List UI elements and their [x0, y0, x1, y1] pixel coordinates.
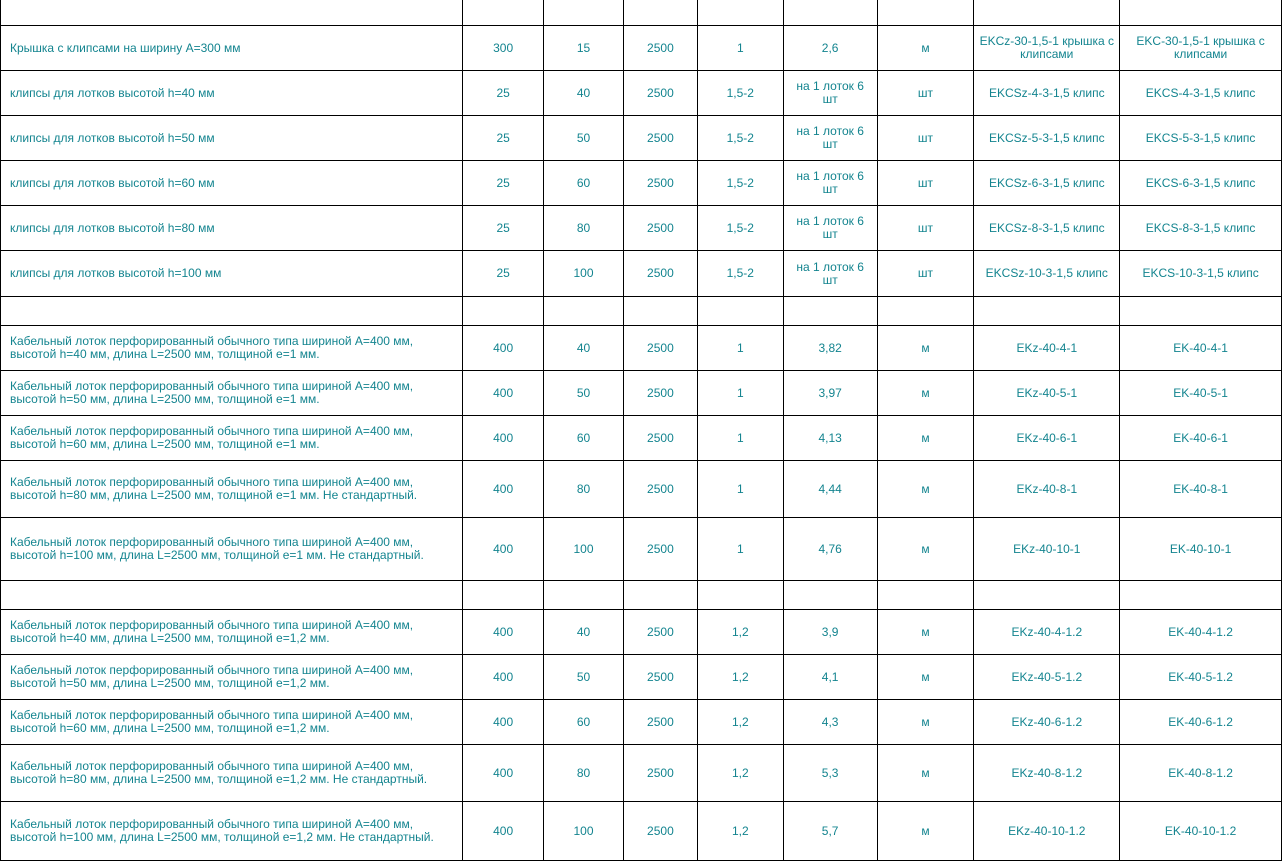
- table-row: [1, 371, 1282, 416]
- cell-width: 25: [463, 251, 544, 297]
- cell-thickness: 1: [697, 461, 783, 518]
- cell-article: EK-40-6-1.2: [1120, 700, 1282, 745]
- table-row: [1, 251, 1282, 297]
- cell-width: [463, 297, 544, 326]
- cell-description: [1, 581, 463, 610]
- cell-width: 400: [463, 655, 544, 700]
- cell-length: 2500: [623, 251, 697, 297]
- cell-weight: на 1 лоток 6 шт: [783, 116, 877, 161]
- cell-height: 40: [544, 610, 624, 655]
- cell-weight: 2,6: [783, 26, 877, 71]
- cell-thickness: 1,2: [697, 745, 783, 802]
- cell-weight: на 1 лоток 6 шт: [783, 71, 877, 116]
- table-row: [1, 416, 1282, 461]
- cell-article-z: EKz-40-5-1.2: [974, 655, 1120, 700]
- cell-description: Кабельный лоток перфорированный обычного типа шириной А=400 мм, высотой h=100 мм, длина L=2500 мм, толщиной е=1 мм. Не стандартный.: [1, 518, 463, 581]
- cell-length: [623, 0, 697, 26]
- cell-length: 2500: [623, 655, 697, 700]
- cell-article-z: EKz-40-5-1: [974, 371, 1120, 416]
- cell-article: EKCS-10-3-1,5 клипс: [1120, 251, 1282, 297]
- cell-article-z: EKCSz-4-3-1,5 клипс: [974, 71, 1120, 116]
- cell-thickness: 1: [697, 26, 783, 71]
- cell-thickness: 1,5-2: [697, 116, 783, 161]
- cell-unit: м: [877, 655, 974, 700]
- table-row: [1, 297, 1282, 326]
- cell-height: [544, 581, 624, 610]
- cell-thickness: [697, 581, 783, 610]
- cell-length: 2500: [623, 326, 697, 371]
- table-row: [1, 326, 1282, 371]
- cell-article: EK-40-5-1.2: [1120, 655, 1282, 700]
- cell-length: 2500: [623, 206, 697, 251]
- cell-thickness: 1: [697, 518, 783, 581]
- cell-width: 25: [463, 161, 544, 206]
- cell-description: клипсы для лотков высотой h=40 мм: [1, 71, 463, 116]
- cell-thickness: 1,5-2: [697, 251, 783, 297]
- cell-article-z: [974, 581, 1120, 610]
- cell-unit: м: [877, 26, 974, 71]
- cell-length: [623, 297, 697, 326]
- cell-unit: шт: [877, 206, 974, 251]
- cell-height: 50: [544, 116, 624, 161]
- cell-width: [463, 581, 544, 610]
- cell-unit: м: [877, 610, 974, 655]
- cell-height: 80: [544, 206, 624, 251]
- cell-thickness: 1,2: [697, 655, 783, 700]
- cell-weight: 4,13: [783, 416, 877, 461]
- cell-width: 400: [463, 326, 544, 371]
- cell-width: 400: [463, 700, 544, 745]
- cell-width: 300: [463, 26, 544, 71]
- cell-weight: [783, 0, 877, 26]
- cell-width: 25: [463, 116, 544, 161]
- cell-article-z: EKCSz-10-3-1,5 клипс: [974, 251, 1120, 297]
- table-row: [1, 206, 1282, 251]
- cell-article-z: EKz-40-6-1: [974, 416, 1120, 461]
- cell-weight: 5,7: [783, 802, 877, 861]
- cell-unit: шт: [877, 116, 974, 161]
- cell-thickness: 1,2: [697, 610, 783, 655]
- cell-unit: м: [877, 802, 974, 861]
- cell-length: 2500: [623, 371, 697, 416]
- table-row: [1, 461, 1282, 518]
- cell-height: 80: [544, 461, 624, 518]
- cell-thickness: [697, 297, 783, 326]
- cell-width: 400: [463, 802, 544, 861]
- table-row: [1, 700, 1282, 745]
- cell-article: EK-40-6-1: [1120, 416, 1282, 461]
- cell-description: Крышка с клипсами на ширину А=300 мм: [1, 26, 463, 71]
- cell-thickness: 1,5-2: [697, 161, 783, 206]
- table-row: [1, 610, 1282, 655]
- cell-description: клипсы для лотков высотой h=80 мм: [1, 206, 463, 251]
- cell-description: Кабельный лоток перфорированный обычного типа шириной А=400 мм, высотой h=100 мм, длина L=2500 мм, толщиной е=1,2 мм. Не стандартный.: [1, 802, 463, 861]
- cell-weight: на 1 лоток 6 шт: [783, 251, 877, 297]
- cell-thickness: 1,2: [697, 700, 783, 745]
- cell-width: 400: [463, 371, 544, 416]
- cell-article: EKCS-5-3-1,5 клипс: [1120, 116, 1282, 161]
- cell-thickness: 1,5-2: [697, 206, 783, 251]
- cell-article-z: EKCSz-6-3-1,5 клипс: [974, 161, 1120, 206]
- cell-height: 15: [544, 26, 624, 71]
- table-row: [1, 655, 1282, 700]
- cell-weight: 3,9: [783, 610, 877, 655]
- cell-article-z: [974, 0, 1120, 26]
- cell-unit: м: [877, 745, 974, 802]
- cell-weight: 4,44: [783, 461, 877, 518]
- cell-article: [1120, 297, 1282, 326]
- cell-article-z: EKCSz-5-3-1,5 клипс: [974, 116, 1120, 161]
- cell-height: 60: [544, 416, 624, 461]
- cell-article-z: [974, 297, 1120, 326]
- cell-article-z: EKz-40-4-1: [974, 326, 1120, 371]
- cell-height: [544, 0, 624, 26]
- cell-description: Кабельный лоток перфорированный обычного типа шириной А=400 мм, высотой h=60 мм, длина L=2500 мм, толщиной е=1,2 мм.: [1, 700, 463, 745]
- cell-length: 2500: [623, 700, 697, 745]
- cell-thickness: 1,2: [697, 802, 783, 861]
- cell-width: [463, 0, 544, 26]
- cell-length: 2500: [623, 26, 697, 71]
- cell-article-z: EKz-40-10-1.2: [974, 802, 1120, 861]
- cell-unit: [877, 0, 974, 26]
- cell-article-z: EKz-40-10-1: [974, 518, 1120, 581]
- cell-width: 25: [463, 206, 544, 251]
- cell-description: клипсы для лотков высотой h=60 мм: [1, 161, 463, 206]
- cell-weight: на 1 лоток 6 шт: [783, 161, 877, 206]
- cell-thickness: 1: [697, 371, 783, 416]
- cell-length: [623, 581, 697, 610]
- cell-article: EKCS-6-3-1,5 клипс: [1120, 161, 1282, 206]
- cell-article: EK-40-4-1: [1120, 326, 1282, 371]
- cell-width: 400: [463, 745, 544, 802]
- cell-unit: м: [877, 416, 974, 461]
- cell-description: Кабельный лоток перфорированный обычного типа шириной А=400 мм, высотой h=60 мм, длина L=2500 мм, толщиной е=1 мм.: [1, 416, 463, 461]
- cell-weight: на 1 лоток 6 шт: [783, 206, 877, 251]
- table-row: [1, 745, 1282, 802]
- cell-thickness: 1: [697, 416, 783, 461]
- cell-article: EK-40-8-1: [1120, 461, 1282, 518]
- cell-description: Кабельный лоток перфорированный обычного типа шириной А=400 мм, высотой h=40 мм, длина L=2500 мм, толщиной е=1 мм.: [1, 326, 463, 371]
- cell-article-z: EKz-40-8-1: [974, 461, 1120, 518]
- cell-unit: м: [877, 326, 974, 371]
- cell-description: Кабельный лоток перфорированный обычного типа шириной А=400 мм, высотой h=80 мм, длина L=2500 мм, толщиной е=1 мм. Не стандартный.: [1, 461, 463, 518]
- table-row: [1, 26, 1282, 71]
- cell-description: [1, 0, 463, 26]
- cell-thickness: [697, 0, 783, 26]
- cell-unit: м: [877, 700, 974, 745]
- cell-width: 400: [463, 610, 544, 655]
- cell-height: 100: [544, 518, 624, 581]
- cell-height: 40: [544, 71, 624, 116]
- cell-height: 60: [544, 700, 624, 745]
- cell-height: 80: [544, 745, 624, 802]
- cell-article-z: EKz-40-4-1.2: [974, 610, 1120, 655]
- cell-article: EKC-30-1,5-1 крышка с клипсами: [1120, 26, 1282, 71]
- cell-article: EK-40-4-1.2: [1120, 610, 1282, 655]
- cell-weight: 4,1: [783, 655, 877, 700]
- cell-unit: [877, 297, 974, 326]
- table-row: [1, 71, 1282, 116]
- cell-length: 2500: [623, 116, 697, 161]
- cell-article: [1120, 581, 1282, 610]
- cell-height: 50: [544, 655, 624, 700]
- cell-unit: шт: [877, 251, 974, 297]
- cell-article: EK-40-10-1.2: [1120, 802, 1282, 861]
- cell-weight: 3,82: [783, 326, 877, 371]
- cell-description: Кабельный лоток перфорированный обычного типа шириной А=400 мм, высотой h=40 мм, длина L=2500 мм, толщиной е=1,2 мм.: [1, 610, 463, 655]
- cell-height: 100: [544, 251, 624, 297]
- cell-description: Кабельный лоток перфорированный обычного типа шириной А=400 мм, высотой h=80 мм, длина L=2500 мм, толщиной е=1,2 мм. Не стандартный.: [1, 745, 463, 802]
- cell-length: 2500: [623, 416, 697, 461]
- cell-length: 2500: [623, 610, 697, 655]
- cell-weight: [783, 297, 877, 326]
- cell-unit: шт: [877, 161, 974, 206]
- cell-article-z: EKz-40-8-1.2: [974, 745, 1120, 802]
- cell-height: 100: [544, 802, 624, 861]
- cell-article: EK-40-10-1: [1120, 518, 1282, 581]
- cell-width: 400: [463, 461, 544, 518]
- cell-length: 2500: [623, 745, 697, 802]
- cell-thickness: 1: [697, 326, 783, 371]
- cell-description: клипсы для лотков высотой h=50 мм: [1, 116, 463, 161]
- cell-description: клипсы для лотков высотой h=100 мм: [1, 251, 463, 297]
- cell-article-z: EKCz-30-1,5-1 крышка с клипсами: [974, 26, 1120, 71]
- cell-width: 400: [463, 416, 544, 461]
- cell-height: 50: [544, 371, 624, 416]
- cell-unit: [877, 581, 974, 610]
- cell-height: 60: [544, 161, 624, 206]
- cell-description: [1, 297, 463, 326]
- cell-weight: 3,97: [783, 371, 877, 416]
- cell-width: 400: [463, 518, 544, 581]
- table-row: [1, 161, 1282, 206]
- cell-article-z: EKz-40-6-1.2: [974, 700, 1120, 745]
- table-row: [1, 0, 1282, 26]
- cell-height: 40: [544, 326, 624, 371]
- table-row: [1, 581, 1282, 610]
- cell-weight: [783, 581, 877, 610]
- cell-description: Кабельный лоток перфорированный обычного типа шириной А=400 мм, высотой h=50 мм, длина L=2500 мм, толщиной е=1,2 мм.: [1, 655, 463, 700]
- cell-length: 2500: [623, 71, 697, 116]
- cell-width: 25: [463, 71, 544, 116]
- cell-weight: 5,3: [783, 745, 877, 802]
- cell-unit: м: [877, 518, 974, 581]
- cell-length: 2500: [623, 802, 697, 861]
- cell-weight: 4,76: [783, 518, 877, 581]
- cell-article: EKCS-4-3-1,5 клипс: [1120, 71, 1282, 116]
- cell-article: EK-40-5-1: [1120, 371, 1282, 416]
- cell-unit: шт: [877, 71, 974, 116]
- cell-article-z: EKCSz-8-3-1,5 клипс: [974, 206, 1120, 251]
- cell-article: EK-40-8-1.2: [1120, 745, 1282, 802]
- cell-unit: м: [877, 371, 974, 416]
- cell-article: [1120, 0, 1282, 26]
- cell-length: 2500: [623, 461, 697, 518]
- cell-article: EKCS-8-3-1,5 клипс: [1120, 206, 1282, 251]
- table-row: [1, 802, 1282, 861]
- cell-weight: 4,3: [783, 700, 877, 745]
- cell-length: 2500: [623, 518, 697, 581]
- cell-unit: м: [877, 461, 974, 518]
- cell-thickness: 1,5-2: [697, 71, 783, 116]
- table-row: [1, 116, 1282, 161]
- cell-length: 2500: [623, 161, 697, 206]
- cell-height: [544, 297, 624, 326]
- cell-description: Кабельный лоток перфорированный обычного типа шириной А=400 мм, высотой h=50 мм, длина L=2500 мм, толщиной е=1 мм.: [1, 371, 463, 416]
- table-row: [1, 518, 1282, 581]
